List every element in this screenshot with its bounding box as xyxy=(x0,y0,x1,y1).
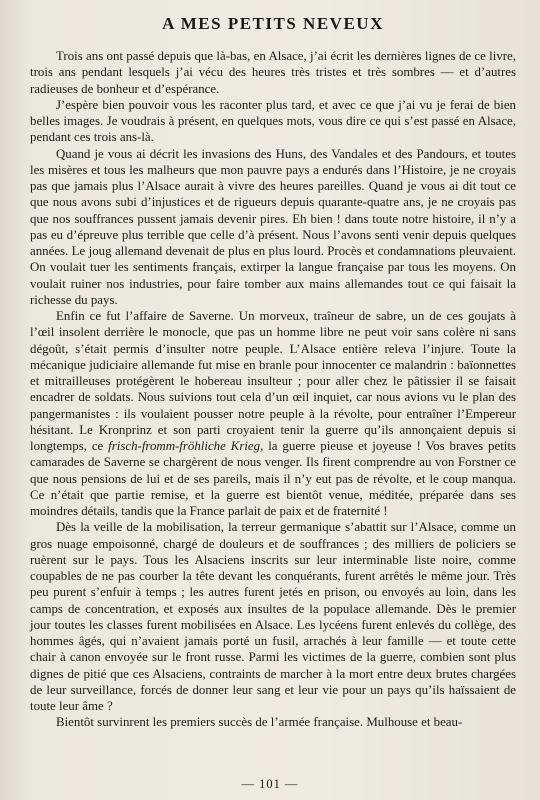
chapter-title: A MES PETITS NEVEUX xyxy=(162,14,384,33)
paragraph: J’espère bien pouvoir vous les raconter plus tard, et avec ce que j’ai vu je ferai de bien belles images. Je voudrais à présent, en quelques mots, vous dire ce qui s’est passé en Alsace, pendant ces trois ans-là. xyxy=(30,97,516,145)
page-body xyxy=(30,48,516,731)
paragraph: Trois ans ont passé depuis que là-bas, en Alsace, j’ai écrit les dernières lignes de ce livre, trois ans pendant lesquels j’ai vécu des heures très tristes et très sombres — et d’autres radieuses de bonheur et d’espérance. xyxy=(30,49,516,96)
page-number: — 101 — xyxy=(241,777,299,791)
paragraph: Enfin ce fut l’affaire de Saverne. Un morveux, traîneur de sabre, un de ces goujats à l’œil insolent derrière le monocle, que pas un homme libre ne peut voir sans colère ni sans dégoût, s’était permis d’insulter notre peuple. L’Alsace entière releva l’injure. Toute la mécanique judiciaire allemande fut mise en branle pour innocenter ce malandrin : baïonnettes et mitrailleuses protégèrent le hobereau insulteur ; pour aller chez le pâtissier il se faisait encadrer de soldats. Nous suivions tout cela d’un œil inquiet, car nous avions vu le plan des pangermanistes : ils voulaient pousser notre peuple à la révolte, pour entraîner l’Empereur hésitant. Le Kronprinz et son parti croyaient tenir la guerre qu’ils annonçaient depuis si longtemps, ce frisch-fromm-fröhliche Krieg, la guerre pieuse et joyeuse ! Vos braves petits camarades de Saverne se chargèrent de nous venger. Ils firent comprendre au von Forstner ce que nous pensions de lui et de ses pareils, mais il n’y eut pas de révolte, et le coup manqua. Ce n’était que partie remise, et la guerre est bientôt venue, méditée, préparée dans ses moindres détails, tandis que la France parlait de paix et de fraternité ! xyxy=(30,309,516,518)
paragraph: Quand je vous ai décrit les invasions des Huns, des Vandales et des Pandours, et toutes les misères et tous les malheurs que mon pauvre pays a endurés dans l’Histoire, je ne croyais pas que jamais plus l’Alsace aurait à vivre des heures pareilles. Quand je vous ai dit tout ce que nous avons subi d’injustices et de rigueurs depuis quarante-quatre ans, je ne croyais pas que nos souffrances pussent jamais devenir pires. Eh bien ! dans toute notre histoire, il n’y a pas eu d’épreuve plus terrible que celle d’à présent. Nous l’avons senti venir depuis quelques années. Le joug allemand devenait de plus en plus lourd. Procès et condamnations pleuvaient. On voulait tuer les sentiments français, extirper la langue française par tous les moyens. On voulait ruiner nos industries, pour faire tomber aux mains allemandes tout ce qui faisait la richesse du pays. xyxy=(30,146,516,307)
paragraph: Dès la veille de la mobilisation, la terreur germanique s’abattit sur l’Alsace, comme un gros nuage empoisonné, chargé de douleurs et de souffrances ; des milliers de policiers se ruèrent sur le pays. Tous les Alsaciens inscrits sur leur interminable liste noire, comme coupables de ne pas courber la tête devant les conquérants, furent arrêtés le même jour. Très peu purent s’enfuir à temps ; les autres furent jetés en prison, ou envoyés au loin, dans les camps de concentration, et exposés aux insultes de la populace allemande. Dès le premier jour toutes les classes furent mobilisées en Alsace. Les lycéens furent enlevés du collège, des hommes âgés, qui n’avaient jamais porté un fusil, arrachés à leur famille — et toute cette chair à canon envoyée sur le front russe. Parmi les victimes de la guerre, combien sont plus dignes de pitié que ces Alsaciens, contraints de marcher à la mort entre deux brutes chargées de leur surveillance, forcés de donner leur sang et leur vie pour un pays qu’ils haïssaient de toute leur âme ? xyxy=(30,520,516,713)
paragraph: Bientôt survinrent les premiers succès de l’armée française. Mulhouse et beau- xyxy=(56,715,463,730)
